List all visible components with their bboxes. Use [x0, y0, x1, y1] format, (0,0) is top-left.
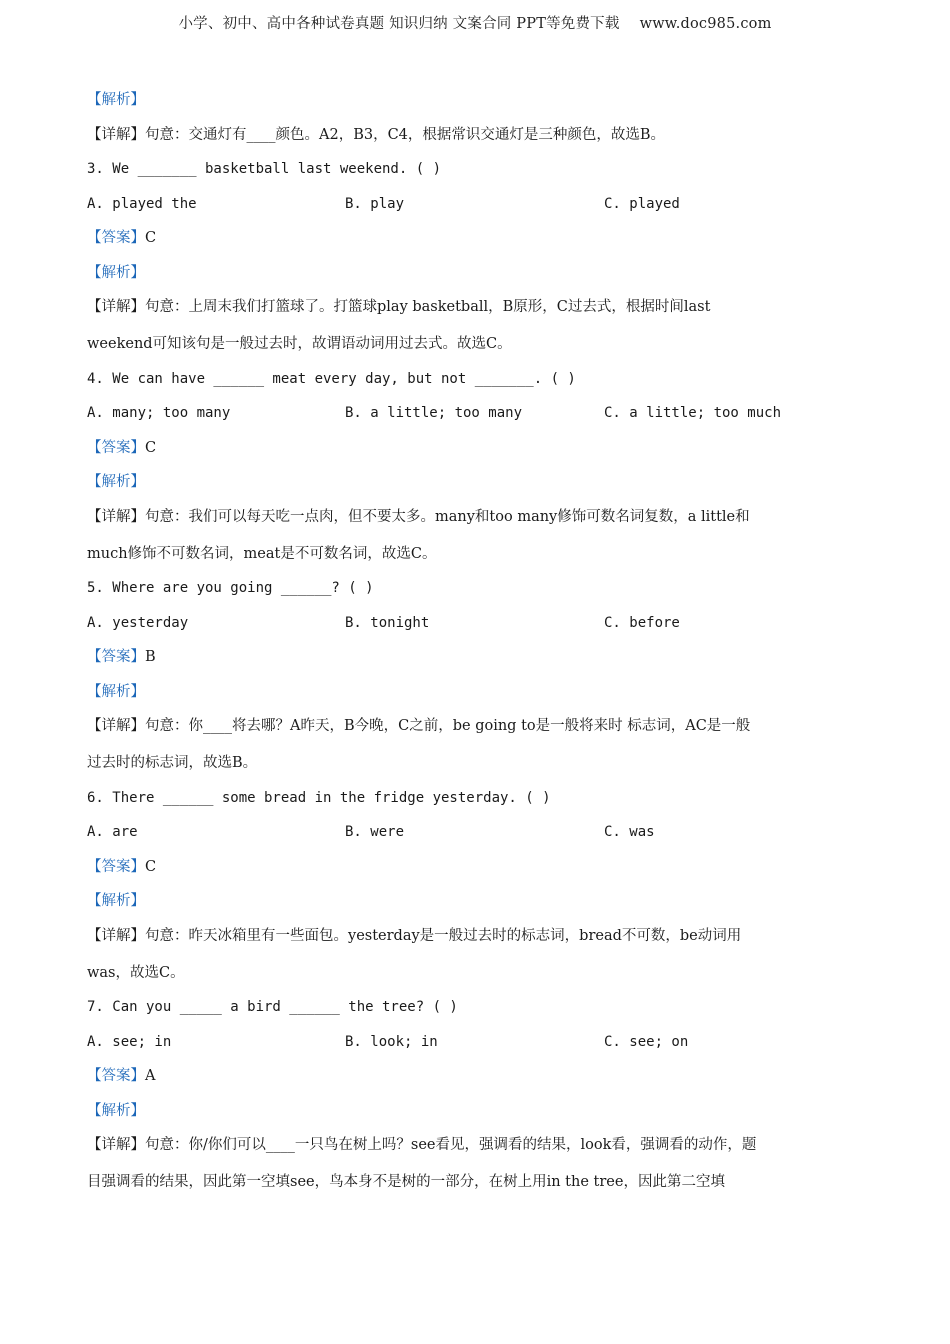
- detail-line: 【详解】句意：上周末我们打篮球了。打篮球play basketball，B原形，C过去式，根据时间last: [87, 299, 711, 315]
- option-c: C. a little; too much: [604, 405, 782, 421]
- question-3-stem: 3. We _______ basketball last weekend. ( ): [87, 161, 442, 177]
- question-4-stem: 4. We can have ______ meat every day, but not _______. ( ): [87, 370, 576, 387]
- analysis-label: 【解析】: [87, 1102, 145, 1119]
- option-a: A. are: [87, 824, 138, 840]
- option-c: C. see; on: [604, 1033, 689, 1050]
- question-7-stem: 7. Can you _____ a bird ______ the tree? ( ): [87, 999, 458, 1015]
- option-b: B. a little; too many: [345, 405, 523, 421]
- option-a: A. yesterday: [87, 614, 189, 631]
- analysis-label: 【解析】: [87, 893, 145, 909]
- header-text: 小学、初中、高中各种试卷真题 知识归纳 文案合同 PPT等免费下载: [178, 16, 620, 32]
- option-b: B. tonight: [345, 614, 430, 631]
- analysis-label: 【解析】: [87, 683, 145, 700]
- detail-line: 【详解】句意：你/你们可以____一只鸟在树上吗？see看见，强调看的结果，look看，强调看的动作，题: [87, 1137, 757, 1153]
- detail-line: 【详解】句意：昨天冰箱里有一些面包。yesterday是一般过去时的标志词，bread不可数，be动词用: [87, 927, 742, 944]
- detail-line: 【详解】句意：交通灯有____颜色。A2，B3，C4，根据常识交通灯是三种颜色，故选B。: [87, 126, 666, 143]
- answer-line: 【答案】C: [87, 230, 157, 246]
- option-c: C. played: [604, 195, 680, 212]
- question-4-options: [87, 401, 872, 425]
- page-header: [0, 12, 950, 33]
- answer-line: 【答案】C: [87, 439, 157, 456]
- detail-line-continued: was，故选C。: [87, 964, 185, 981]
- question-6-options: [87, 820, 872, 844]
- analysis-label: 【解析】: [87, 474, 145, 490]
- option-b: B. were: [345, 824, 405, 840]
- analysis-label: 【解析】: [87, 264, 145, 281]
- question-5-options: [87, 611, 872, 635]
- question-3-options: [87, 192, 872, 216]
- answer-line: 【答案】B: [87, 649, 156, 665]
- answer-line: 【答案】A: [87, 1068, 156, 1084]
- detail-line-continued: much修饰不可数名词，meat是不可数名词，故选C。: [87, 545, 437, 562]
- detail-line-continued: weekend可知该句是一般过去时，故谓语动词用过去式。故选C。: [87, 336, 512, 352]
- detail-line-continued: 目强调看的结果，因此第一空填see，鸟本身不是树的一部分，在树上用in the tree，因此第二空填: [87, 1174, 725, 1190]
- document-body: [87, 88, 872, 1205]
- option-b: B. look; in: [345, 1033, 438, 1050]
- option-c: C. before: [604, 614, 680, 631]
- detail-line: 【详解】句意：我们可以每天吃一点肉，但不要太多。many和too many修饰可数名词复数，a little和: [87, 508, 750, 525]
- option-b: B. play: [345, 195, 405, 212]
- answer-line: 【答案】C: [87, 858, 157, 875]
- question-6-stem: 6. There ______ some bread in the fridge yesterday. ( ): [87, 789, 551, 806]
- option-c: C. was: [604, 824, 655, 840]
- question-5-stem: 5. Where are you going ______? ( ): [87, 580, 374, 596]
- detail-line-continued: 过去时的标志词，故选B。: [87, 755, 258, 771]
- option-a: A. many; too many: [87, 405, 231, 421]
- analysis-label: 【解析】: [87, 92, 145, 108]
- question-7-options: [87, 1030, 872, 1054]
- option-a: A. see; in: [87, 1033, 172, 1050]
- header-url: www.doc985.com: [639, 16, 772, 32]
- detail-line: 【详解】句意：你____将去哪？A昨天，B今晚，C之前，be going to是一般将来时 标志词，AC是一般: [87, 718, 751, 734]
- option-a: A. played the: [87, 195, 197, 212]
